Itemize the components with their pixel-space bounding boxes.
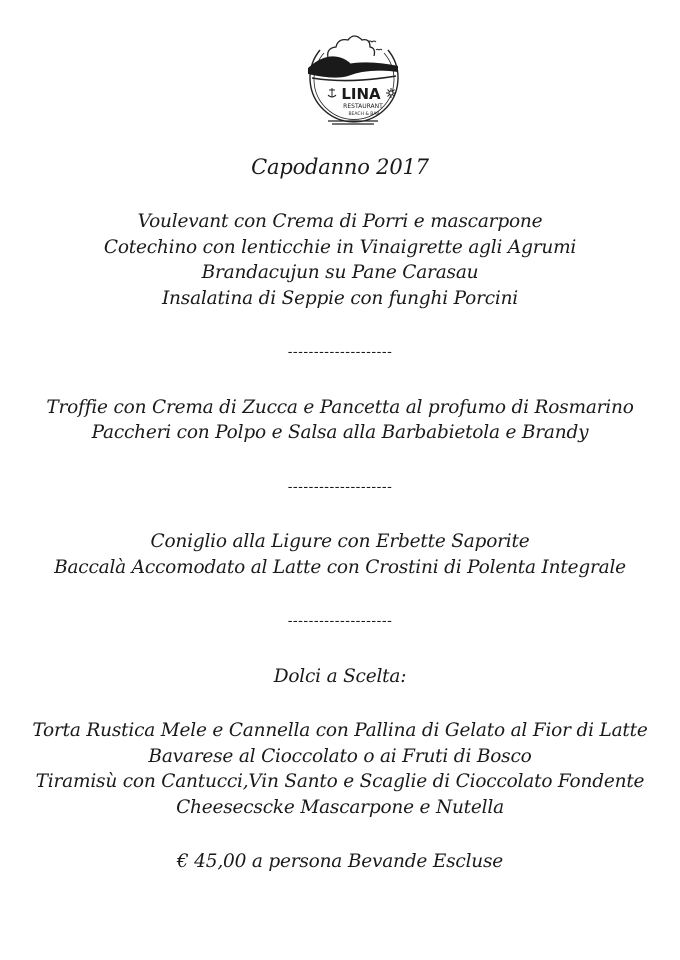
menu-item: Brandacujun su Pane Carasau	[201, 262, 479, 283]
menu-item: Coniglio alla Ligure con Erbette Saporite	[150, 531, 530, 552]
wave-cloud-logo-icon	[298, 20, 408, 132]
restaurant-logo	[298, 20, 408, 132]
menu-item: Bavarese al Cioccolato o ai Fruti di Bosco	[148, 745, 532, 767]
section-separator: --------------------	[287, 344, 393, 360]
menu-title: Capodanno 2017	[251, 155, 429, 179]
price-line: € 45,00 a persona Bevande Escluse	[176, 851, 504, 872]
menu-item: Troffie con Crema di Zucca e Pancetta al profumo di Rosmarino	[46, 396, 634, 418]
menu-item: Voulevant con Crema di Porri e mascarpone	[137, 211, 543, 232]
menu-item: Insalatina di Seppie con funghi Porcini	[161, 287, 519, 309]
logo-tagline: RESTAURANT	[343, 103, 383, 110]
menu-item: Cotechino con lenticchie in Vinaigrette agli Agrumi	[103, 236, 577, 258]
menu-item: Cheesecscke Mascarpone e Nutella	[176, 796, 504, 818]
menu-item: Torta Rustica Mele e Cannella con Pallina di Gelato al Fior di Latte	[32, 720, 648, 741]
dolci-heading: Dolci a Scelta:	[273, 665, 407, 687]
section-separator: --------------------	[287, 478, 393, 495]
menu-item: Paccheri con Polpo e Salsa alla Barbabietola e Brandy	[91, 422, 589, 443]
menu-body	[0, 150, 680, 875]
logo-brand: LINA	[341, 85, 381, 103]
section-separator: --------------------	[287, 613, 393, 629]
logo-sub: BEACH & BAR	[348, 112, 380, 117]
menu-item: Baccalà Accomodato al Latte con Crostini di Polenta Integrale	[54, 556, 626, 578]
menu-item: Tiramisù con Cantucci,Vin Santo e Scaglie di Cioccolato Fondente	[35, 771, 645, 792]
